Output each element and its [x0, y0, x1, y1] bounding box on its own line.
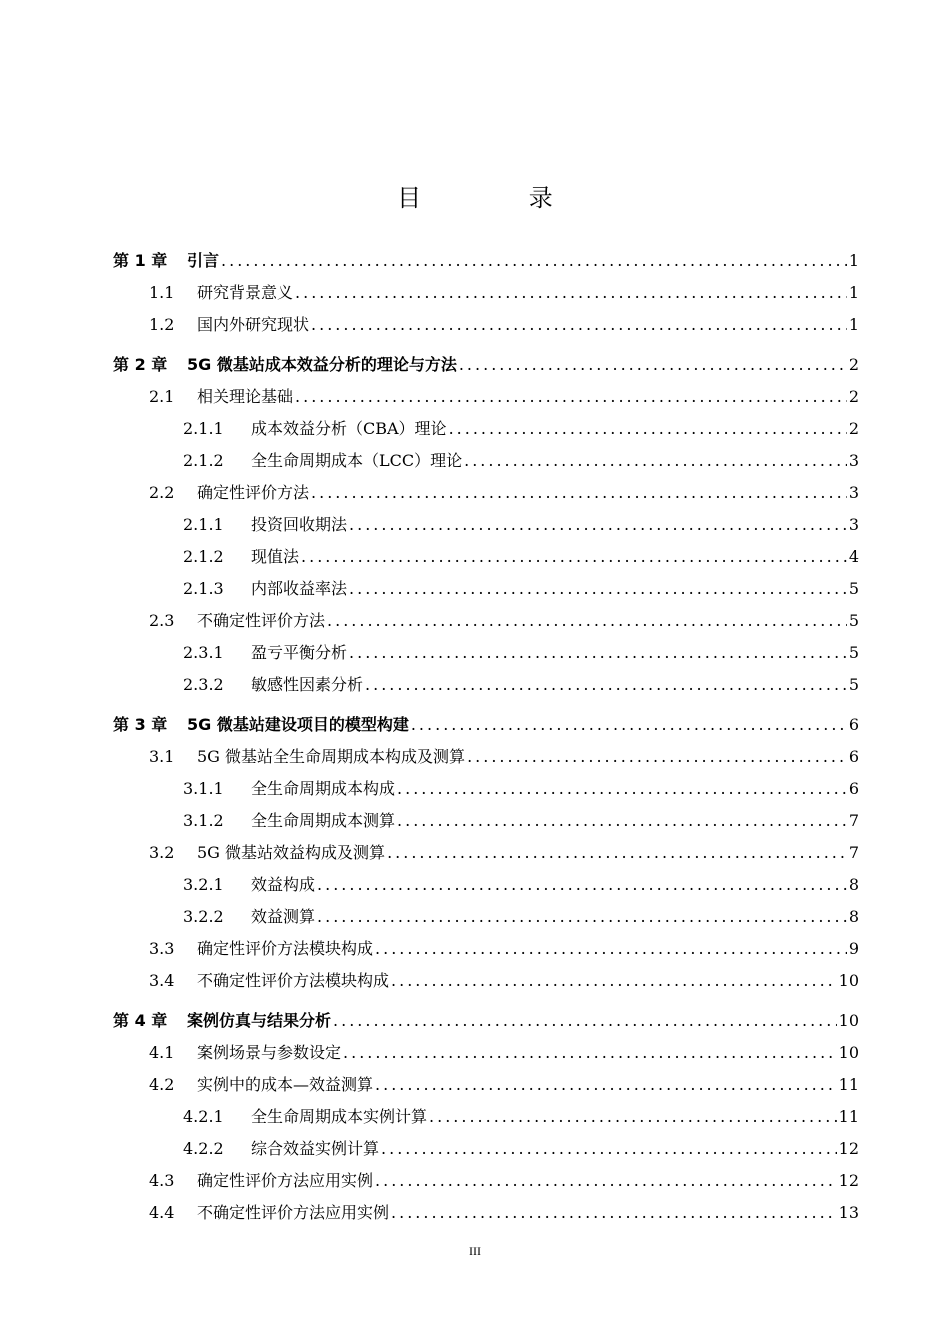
- toc-entry[interactable]: [113, 1005, 859, 1037]
- dot-leader: [295, 277, 847, 309]
- toc-entry-number: 2.1.3: [183, 579, 224, 598]
- dot-leader: [327, 605, 847, 637]
- dot-leader: [221, 245, 847, 277]
- toc-entry-page: 2: [848, 387, 859, 406]
- dot-leader: [391, 965, 837, 997]
- toc-entry[interactable]: [113, 245, 859, 277]
- dot-leader: [317, 869, 847, 901]
- toc-entry-number: 2.1: [149, 387, 175, 406]
- dot-leader: [375, 1069, 837, 1101]
- dot-leader: [375, 1165, 837, 1197]
- toc-entry-page: 3: [848, 483, 859, 502]
- toc-entry-title: 不确定性评价方法应用实例: [197, 1203, 390, 1222]
- toc-entry-title: 5G 微基站成本效益分析的理论与方法: [187, 355, 457, 374]
- dot-leader: [387, 837, 847, 869]
- toc-entry-page: 5: [848, 675, 859, 694]
- toc-entry-page: 1: [848, 315, 859, 334]
- toc-entry-page: 12: [838, 1139, 859, 1158]
- toc-entry-number: 第 1 章: [113, 251, 168, 270]
- dot-leader: [397, 805, 847, 837]
- dot-leader: [391, 1197, 837, 1229]
- toc-entry-page: 2: [848, 355, 859, 374]
- toc-entry-page: 5: [848, 579, 859, 598]
- toc-entry-title: 不确定性评价方法: [197, 611, 326, 630]
- toc-entry-page: 12: [838, 1171, 859, 1190]
- toc-entry-number: 4.3: [149, 1171, 175, 1190]
- page-title: 目 录: [397, 184, 603, 212]
- toc-entry-title: 确定性评价方法: [197, 483, 310, 502]
- toc-entry-page: 5: [848, 643, 859, 662]
- toc-entry[interactable]: [113, 965, 859, 997]
- toc-entry[interactable]: [113, 509, 859, 541]
- toc-entry-title: 敏感性因素分析: [251, 675, 364, 694]
- toc-entry-number: 2.1.2: [183, 451, 224, 470]
- dot-leader: [411, 709, 847, 741]
- dot-leader: [349, 573, 847, 605]
- toc-entry-page: 7: [848, 811, 859, 830]
- toc-entry-title: 案例场景与参数设定: [197, 1043, 342, 1062]
- toc-entry[interactable]: [113, 477, 859, 509]
- toc-entry[interactable]: [113, 413, 859, 445]
- toc-entry-page: 7: [848, 843, 859, 862]
- dot-leader: [311, 309, 847, 341]
- toc-entry[interactable]: [113, 805, 859, 837]
- toc-entry[interactable]: [113, 605, 859, 637]
- toc-entry-number: 3.2: [149, 843, 175, 862]
- dot-leader: [467, 741, 847, 773]
- dot-leader: [301, 541, 847, 573]
- toc-entry-title: 效益构成: [251, 875, 316, 894]
- dot-leader: [365, 669, 847, 701]
- toc-entry-title: 现值法: [251, 547, 300, 566]
- toc-entry[interactable]: [113, 869, 859, 901]
- toc-entry-title: 全生命周期成本构成: [251, 779, 396, 798]
- toc-entry-page: 11: [838, 1107, 859, 1126]
- toc-entry-number: 2.3.2: [183, 675, 224, 694]
- dot-leader: [295, 381, 847, 413]
- toc-entry[interactable]: [113, 637, 859, 669]
- toc-entry-page: 10: [838, 1011, 859, 1030]
- toc-entry-number: 4.2: [149, 1075, 175, 1094]
- toc-entry-page: 11: [838, 1075, 859, 1094]
- toc-entry[interactable]: [113, 773, 859, 805]
- toc-entry-number: 3.1.1: [183, 779, 224, 798]
- toc-entry-number: 4.4: [149, 1203, 175, 1222]
- toc-entry-title: 5G 微基站效益构成及测算: [197, 843, 386, 862]
- toc-entry[interactable]: [113, 349, 859, 381]
- toc-entry-page: 10: [838, 1043, 859, 1062]
- toc-entry[interactable]: [113, 309, 859, 341]
- toc-entry-number: 第 3 章: [113, 715, 168, 734]
- dot-leader: [381, 1133, 837, 1165]
- toc-entry-title: 国内外研究现状: [197, 315, 310, 334]
- toc-entry-title: 全生命周期成本（LCC）理论: [251, 451, 463, 470]
- toc-entry-title: 成本效益分析（CBA）理论: [251, 419, 447, 438]
- toc-entry-number: 3.1: [149, 747, 175, 766]
- table-of-contents: [113, 245, 859, 1229]
- toc-entry-number: 2.3: [149, 611, 175, 630]
- toc-entry-title: 综合效益实例计算: [251, 1139, 380, 1158]
- dot-leader: [317, 901, 847, 933]
- toc-entry[interactable]: [113, 837, 859, 869]
- dot-leader: [449, 413, 847, 445]
- toc-entry-title: 相关理论基础: [197, 387, 294, 406]
- dot-leader: [349, 509, 847, 541]
- dot-leader: [311, 477, 847, 509]
- toc-entry-title: 研究背景意义: [197, 283, 294, 302]
- toc-entry-page: 3: [848, 515, 859, 534]
- toc-entry-page: 3: [848, 451, 859, 470]
- page-number-footer: III: [469, 1244, 481, 1258]
- toc-entry-number: 4.1: [149, 1043, 175, 1062]
- toc-entry-title: 实例中的成本—效益测算: [197, 1075, 374, 1094]
- toc-entry-title: 5G 微基站建设项目的模型构建: [187, 715, 409, 734]
- toc-entry-page: 8: [848, 907, 859, 926]
- toc-entry[interactable]: [113, 1069, 859, 1101]
- toc-entry[interactable]: [113, 741, 859, 773]
- toc-entry[interactable]: [113, 669, 859, 701]
- toc-entry-number: 2.3.1: [183, 643, 224, 662]
- toc-entry-number: 第 2 章: [113, 355, 168, 374]
- toc-entry[interactable]: [113, 573, 859, 605]
- toc-entry-title: 内部收益率法: [251, 579, 348, 598]
- toc-entry[interactable]: [113, 1165, 859, 1197]
- toc-entry-title: 投资回收期法: [251, 515, 348, 534]
- toc-entry-title: 不确定性评价方法模块构成: [197, 971, 390, 990]
- dot-leader: [349, 637, 847, 669]
- toc-entry-title: 确定性评价方法模块构成: [197, 939, 374, 958]
- toc-entry-number: 3.1.2: [183, 811, 224, 830]
- toc-entry-page: 4: [848, 547, 859, 566]
- toc-entry[interactable]: [113, 1133, 859, 1165]
- toc-entry[interactable]: [113, 541, 859, 573]
- dot-leader: [375, 933, 847, 965]
- toc-entry-number: 2.1.1: [183, 515, 224, 534]
- toc-entry-number: 1.1: [149, 283, 175, 302]
- toc-entry[interactable]: [113, 277, 859, 309]
- toc-entry-number: 3.2.1: [183, 875, 224, 894]
- toc-entry-number: 2.1.1: [183, 419, 224, 438]
- toc-entry-title: 全生命周期成本测算: [251, 811, 396, 830]
- toc-entry-title: 盈亏平衡分析: [251, 643, 348, 662]
- toc-entry-page: 6: [848, 779, 859, 798]
- toc-entry[interactable]: [113, 933, 859, 965]
- toc-entry-number: 3.4: [149, 971, 175, 990]
- dot-leader: [343, 1037, 837, 1069]
- toc-entry[interactable]: [113, 709, 859, 741]
- toc-entry-number: 第 4 章: [113, 1011, 168, 1030]
- toc-entry[interactable]: [113, 1037, 859, 1069]
- toc-entry-page: 8: [848, 875, 859, 894]
- toc-entry-number: 4.2.1: [183, 1107, 224, 1126]
- toc-entry-number: 3.3: [149, 939, 175, 958]
- toc-entry-page: 1: [848, 251, 859, 270]
- toc-entry-number: 3.2.2: [183, 907, 224, 926]
- dot-leader: [429, 1101, 837, 1133]
- dot-leader: [459, 349, 847, 381]
- dot-leader: [464, 445, 847, 477]
- toc-entry[interactable]: [113, 1197, 859, 1229]
- toc-entry-number: 1.2: [149, 315, 175, 334]
- toc-entry-page: 10: [838, 971, 859, 990]
- toc-entry-title: 效益测算: [251, 907, 316, 926]
- toc-entry-page: 5: [848, 611, 859, 630]
- toc-entry-number: 4.2.2: [183, 1139, 224, 1158]
- toc-entry-number: 2.2: [149, 483, 175, 502]
- toc-entry-title: 5G 微基站全生命周期成本构成及测算: [197, 747, 466, 766]
- toc-entry[interactable]: [113, 901, 859, 933]
- toc-entry-title: 引言: [187, 251, 220, 270]
- toc-entry-page: 13: [838, 1203, 859, 1222]
- toc-entry-number: 2.1.2: [183, 547, 224, 566]
- toc-entry-title: 确定性评价方法应用实例: [197, 1171, 374, 1190]
- toc-entry-page: 2: [848, 419, 859, 438]
- toc-entry[interactable]: [113, 1101, 859, 1133]
- toc-entry-page: 6: [848, 715, 859, 734]
- toc-entry[interactable]: [113, 381, 859, 413]
- toc-entry-title: 全生命周期成本实例计算: [251, 1107, 428, 1126]
- toc-entry-page: 6: [848, 747, 859, 766]
- dot-leader: [397, 773, 847, 805]
- toc-entry-page: 1: [848, 283, 859, 302]
- dot-leader: [333, 1005, 837, 1037]
- toc-entry-page: 9: [848, 939, 859, 958]
- toc-entry[interactable]: [113, 445, 859, 477]
- toc-entry-title: 案例仿真与结果分析: [187, 1011, 332, 1030]
